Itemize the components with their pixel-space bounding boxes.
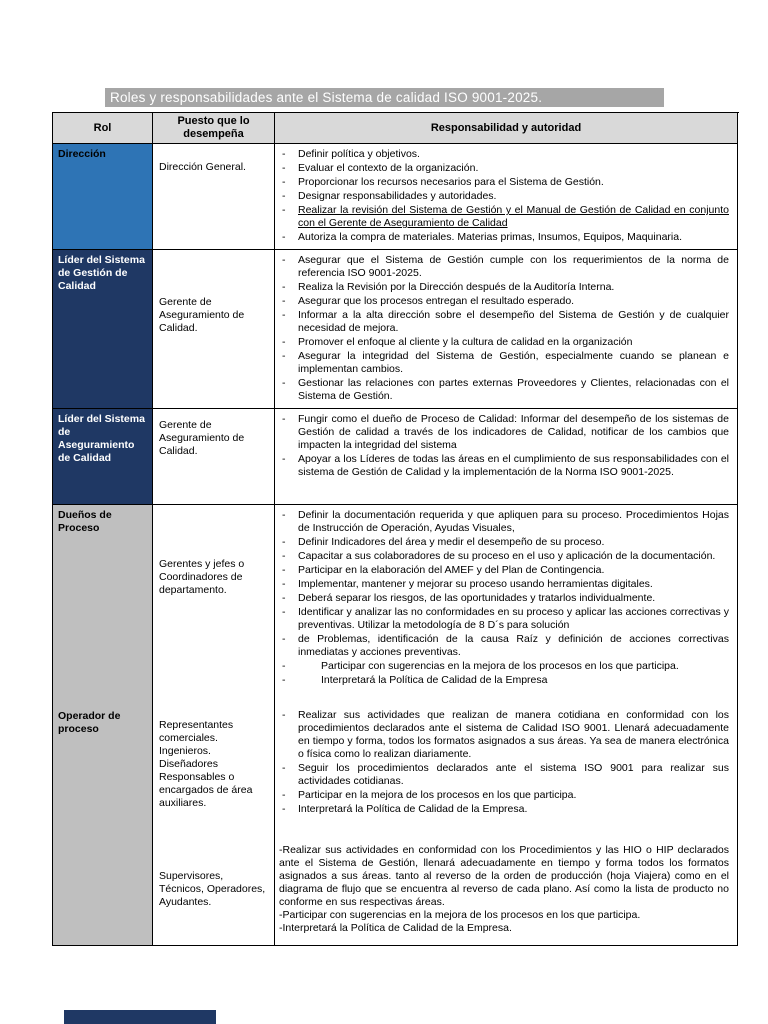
footer-bar <box>64 1010 216 1024</box>
responsibility-item <box>279 413 729 452</box>
bullet-dash: - <box>282 377 286 389</box>
bullet-dash: - <box>282 204 286 216</box>
bullet-dash: - <box>282 789 286 801</box>
rol-label-operador: Operador de proceso <box>58 710 121 735</box>
responsibility-text: Gestionar las relaciones con partes externas Proveedores y Clientes, relacionadas con el Sistema de Gestión. <box>298 377 729 402</box>
bullet-dash: - <box>282 803 286 815</box>
responsibility-text: Asegurar la integridad del Sistema de Gestión, especialmente cuando se planean e implementan cambios. <box>298 350 729 375</box>
responsibility-item <box>279 789 729 802</box>
puesto-cell-direccion: Dirección General. <box>153 144 275 250</box>
responsibility-text: Asegurar que el Sistema de Gestión cumple con los requerimientos de la norma de referencia ISO 9001-2025. <box>298 254 729 279</box>
bullet-dash: - <box>282 190 286 202</box>
bullet-dash: - <box>282 509 286 521</box>
responsibility-text: Definir la documentación requerida y que apliquen para su proceso. Procedimientos Hojas de Instrucción de Operación, Ayudas Visuales, <box>298 509 729 534</box>
paragraph: -Realizar sus actividades en conformidad con los Procedimientos y las HIO o HIP declarados ante el Sistema de Gestión, llenará adecuadamente en tiempo y forma todos los formatos asignados a sus áreas. tanto al reverso de la orden de producción (hoja Viajera) como en el diagrama de flujo que se encuentra al reverso de cada plano. Así como la lista de producto no conforme en sus respectivas áreas. <box>279 844 729 908</box>
bullet-dash: - <box>282 231 286 243</box>
responsibility-text: Interpretará la Política de Calidad de la Empresa. <box>298 803 528 815</box>
bullet-dash: - <box>282 254 286 266</box>
responsibility-text: Definir Indicadores del área y medir el desempeño de su proceso. <box>298 536 605 548</box>
bullet-dash: - <box>282 295 286 307</box>
responsibility-item <box>279 633 729 659</box>
responsibility-item <box>279 148 729 161</box>
responsibility-item <box>279 453 729 479</box>
responsibility-item <box>279 762 729 788</box>
responsibility-text: Seguir los procedimientos declarados ante el sistema ISO 9001 para realizar sus actividades cotidianas. <box>298 762 729 787</box>
responsibility-item <box>279 592 729 605</box>
responsibility-text: Participar en la mejora de los procesos en los que participa. <box>298 789 577 801</box>
responsibility-text: Evaluar el contexto de la organización. <box>298 162 479 174</box>
resp-cell-direccion <box>275 144 738 250</box>
responsibility-text: Designar responsabilidades y autoridades. <box>298 190 497 202</box>
responsibility-text: Realiza la Revisión por la Dirección después de la Auditoría Interna. <box>298 281 615 293</box>
resp-cell-duenos-operador <box>275 505 738 946</box>
responsibility-item <box>279 578 729 591</box>
responsibility-text: Autoriza la compra de materiales. Materias primas, Insumos, Equipos, Maquinaria. <box>298 231 682 243</box>
responsibility-item <box>279 803 729 816</box>
paragraph: -Participar con sugerencias en la mejora de los procesos en los que participa. <box>279 909 641 921</box>
responsibility-item <box>279 509 729 535</box>
operador-responsibility-list <box>279 709 729 816</box>
bullet-dash: - <box>282 550 286 562</box>
responsibility-item <box>279 660 729 673</box>
bullet-dash: - <box>282 536 286 548</box>
responsibility-item <box>279 350 729 376</box>
responsibility-item <box>279 309 729 335</box>
responsibility-text: Participar en la elaboración del AMEF y del Plan de Contingencia. <box>298 564 605 576</box>
resp-cell-lider-aseguramiento <box>275 409 738 505</box>
bullet-dash: - <box>282 674 286 686</box>
responsibility-item <box>279 550 729 563</box>
header-cell-responsabilidad: Responsabilidad y autoridad <box>275 113 738 144</box>
puesto-supervisores: Supervisores, Técnicos, Operadores, Ayudantes. <box>159 870 266 908</box>
bullet-dash: - <box>282 176 286 188</box>
responsibility-item <box>279 606 729 632</box>
responsibility-item <box>279 162 729 175</box>
responsibility-item <box>279 254 729 280</box>
responsibility-text: Proporcionar los recursos necesarios para el Sistema de Gestión. <box>298 176 604 188</box>
responsibility-item <box>279 190 729 203</box>
responsibility-text: Asegurar que los procesos entregan el resultado esperado. <box>298 295 575 307</box>
bullet-dash: - <box>282 281 286 293</box>
header-cell-rol: Rol <box>53 113 153 144</box>
bullet-dash: - <box>282 453 286 465</box>
responsibility-text: Promover el enfoque al cliente y la cultura de calidad en la organización <box>298 336 633 348</box>
bullet-dash: - <box>282 633 286 645</box>
responsibility-text: Realizar la revisión del Sistema de Gestión y el Manual de Gestión de Calidad en conjunto con el Gerente de Aseguramiento de Calidad <box>298 204 729 229</box>
responsibility-text: Implementar, mantener y mejorar su proceso usando herramientas digitales. <box>298 578 653 590</box>
supervisores-paragraphs <box>279 844 729 935</box>
document-title: Roles y responsabilidades ante el Sistema de calidad ISO 9001-2025. <box>105 88 664 107</box>
responsibility-item <box>279 674 729 687</box>
responsibility-text: Apoyar a los Líderes de todas las áreas en el cumplimiento de sus responsabilidades con el sistema de Gestión de Calidad y la implementación de la Norma ISO 9001-2025. <box>298 453 729 478</box>
bullet-dash: - <box>282 709 286 721</box>
rol-cell-duenos-operador <box>53 505 153 946</box>
bullet-dash: - <box>282 148 286 160</box>
responsibility-item <box>279 377 729 403</box>
responsibility-text: de Problemas, identificación de la causa Raíz y definición de acciones correctivas inmediatas y acciones preventivas. <box>298 633 729 658</box>
responsibility-text: Interpretará la Política de Calidad de la Empresa <box>321 674 548 686</box>
rol-cell-direccion: Dirección <box>53 144 153 250</box>
bullet-dash: - <box>282 578 286 590</box>
bullet-dash: - <box>282 336 286 348</box>
bullet-dash: - <box>282 350 286 362</box>
responsibility-item <box>279 536 729 549</box>
responsibility-item <box>279 176 729 189</box>
resp-cell-lider-gestion <box>275 250 738 409</box>
responsibility-item <box>279 231 729 244</box>
responsibility-item <box>279 204 729 230</box>
bullet-dash: - <box>282 592 286 604</box>
puesto-representantes: Representantes comerciales. Ingenieros. Diseñadores Responsables o encargados de área auxiliares. <box>159 719 253 809</box>
rol-label-duenos: Dueños de Proceso <box>58 509 112 534</box>
responsibility-item <box>279 336 729 349</box>
puesto-cell-duenos-operador <box>153 505 275 946</box>
roles-table <box>52 112 739 946</box>
responsibility-text: Informar a la alta dirección sobre el desempeño del Sistema de Gestión y de cualquier necesidad de mejora. <box>298 309 729 334</box>
bullet-dash: - <box>282 413 286 425</box>
responsibility-text: Definir política y objetivos. <box>298 148 420 160</box>
rol-cell-lider-aseguramiento: Líder del Sistema de Aseguramiento de Calidad <box>53 409 153 505</box>
rol-cell-lider-gestion: Líder del Sistema de Gestión de Calidad <box>53 250 153 409</box>
puesto-cell-lider-gestion: Gerente de Aseguramiento de Calidad. <box>153 250 275 409</box>
responsibility-text: Realizar sus actividades que realizan de manera cotidiana en conformidad con los procedimientos declarados ante el sistema de Calidad ISO 9001. Llenará adecuadamente en tiempo y forma, todos los formatos asignados a sus áreas. Ya sea de manera electrónica o física como lo realizan diariamente. <box>298 709 729 760</box>
bullet-dash: - <box>282 309 286 321</box>
puesto-cell-lider-aseguramiento: Gerente de Aseguramiento de Calidad. <box>153 409 275 505</box>
bullet-dash: - <box>282 564 286 576</box>
responsibility-item <box>279 295 729 308</box>
responsibility-text: Deberá separar los riesgos, de las oportunidades y tratarlos individualmente. <box>298 592 656 604</box>
bullet-dash: - <box>282 660 286 672</box>
paragraph: -Interpretará la Política de Calidad de la Empresa. <box>279 922 512 934</box>
header-cell-puesto: Puesto que lo desempeña <box>153 113 275 144</box>
puesto-gerentes: Gerentes y jefes o Coordinadores de departamento. <box>159 558 245 596</box>
responsibility-text: Participar con sugerencias en la mejora de los procesos en los que participa. <box>321 660 679 672</box>
responsibility-text: Identificar y analizar las no conformidades en su proceso y aplicar las acciones correctivas y preventivas. Utilizar la metodología de 8 D´s para solución <box>298 606 729 631</box>
responsibility-text: Fungir como el dueño de Proceso de Calidad: Informar del desempeño de los sistemas de Gestión de calidad a través de los indicadores de Calidad, notificar de los cambios que impacten la integridad del sistema <box>298 413 729 451</box>
bullet-dash: - <box>282 762 286 774</box>
responsibility-text: Capacitar a sus colaboradores de su proceso en el uso y aplicación de la documentación. <box>298 550 716 562</box>
responsibility-item <box>279 709 729 761</box>
duenos-responsibility-list <box>279 509 729 687</box>
bullet-dash: - <box>282 606 286 618</box>
responsibility-item <box>279 564 729 577</box>
responsibility-item <box>279 281 729 294</box>
bullet-dash: - <box>282 162 286 174</box>
